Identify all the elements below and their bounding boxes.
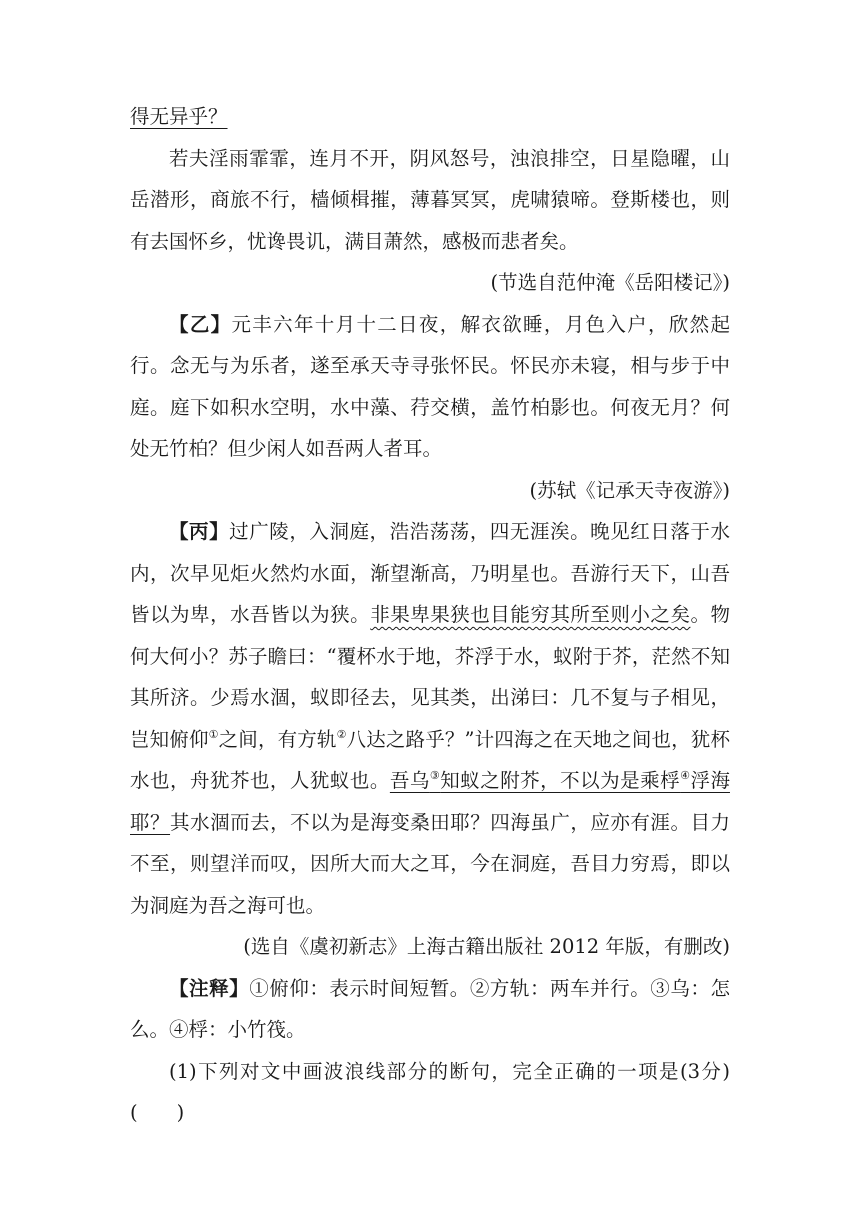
- passage-bing: [130, 511, 730, 926]
- passage-bing-text-1: 过广陵，入洞庭，浩浩荡荡，四无涯涘。晚见红日落于水内，次早见炬火然灼水面，渐望渐高，乃明星也。吾游行天下，山吾皆以为卑，水吾皆以为狭。: [130, 520, 730, 626]
- passage-bing-text-5: 其水涸而去，不以为是海变桑田耶？四海虽广，应亦有涯。目力不至，则望洋而叹，因所大而大之耳，今在洞庭，吾目力穷焉，即以为洞庭为吾之海可也。: [130, 810, 730, 917]
- document-page: [130, 96, 730, 1134]
- footnote-marker-4: ④: [680, 769, 691, 782]
- passage-bing-text-3: 之间，有方轨: [218, 727, 337, 751]
- passage-yi-tag: 【乙】: [169, 312, 232, 336]
- underlined-part-a: 吾乌: [389, 769, 430, 792]
- annotations-text: ①俯仰：表示时间短暂。②方轨：两车并行。③乌：怎么。④桴：小竹筏。: [130, 976, 730, 1041]
- passage-jia-tail: [130, 96, 730, 138]
- wavy-underlined-sentence: 非果卑果狭也目能穷其所至则小之矣: [370, 603, 691, 626]
- footnote-marker-3: ③: [429, 769, 441, 782]
- question-1: (1)下列对文中画波浪线部分的断句，完全正确的一项是(3分)( ): [130, 1059, 730, 1124]
- passage-jia-paragraph: 若夫淫雨霏霏，连月不开，阴风怒号，浊浪排空，日星隐曜，山岳潜形，商旅不行，樯倾楫摧，薄暮冥冥，虎啸猿啼。登斯楼也，则有去国怀乡，忧谗畏讥，满目萧然，感极而悲者矣。: [130, 146, 730, 253]
- footnote-marker-2: ②: [336, 727, 347, 741]
- passage-jia-source: (节选自范仲淹《岳阳楼记》): [490, 271, 730, 294]
- passage-bing-text-4: 八达之路乎？”计四海之在天地之间也，犹杯水也，舟犹芥也，人犹蚁也。: [130, 727, 730, 792]
- passage-bing-text-2: 。物何大何小？苏子瞻曰：“覆杯水于地，芥浮于水，蚁附于芥，茫然不知其所济。少焉水涸，蚁即径去，见其类，出涕曰：几不复与子相见，岂知俯仰: [130, 603, 730, 751]
- underlined-part-b: 知蚁之附芥，不以为是乘桴: [440, 769, 681, 792]
- passage-bing-tag: 【丙】: [169, 520, 230, 543]
- underlined-sentence: 得无异乎？: [130, 105, 228, 128]
- passage-bing-source: (选自《虞初新志》上海古籍出版社 2012 年版，有删改): [243, 935, 730, 958]
- passage-yi-text: 元丰六年十月十二日夜，解衣欲睡，月色入户，欣然起行。念无与为乐者，遂至承天寺寻张怀民。怀民亦未寝，相与步于中庭。庭下如积水空明，水中藻、荇交横，盖竹柏影也。何夜无月？何处无竹柏？但少闲人如吾两人者耳。: [130, 312, 730, 460]
- footnote-marker-1: ①: [208, 727, 219, 741]
- passage-yi: [130, 304, 730, 470]
- underlined-part-c: 浮海耶？: [130, 769, 730, 834]
- annotations-tag: 【注释】: [169, 976, 250, 1000]
- passage-yi-source: (苏轼《记承天寺夜游》): [529, 478, 730, 502]
- annotations: [130, 968, 730, 1051]
